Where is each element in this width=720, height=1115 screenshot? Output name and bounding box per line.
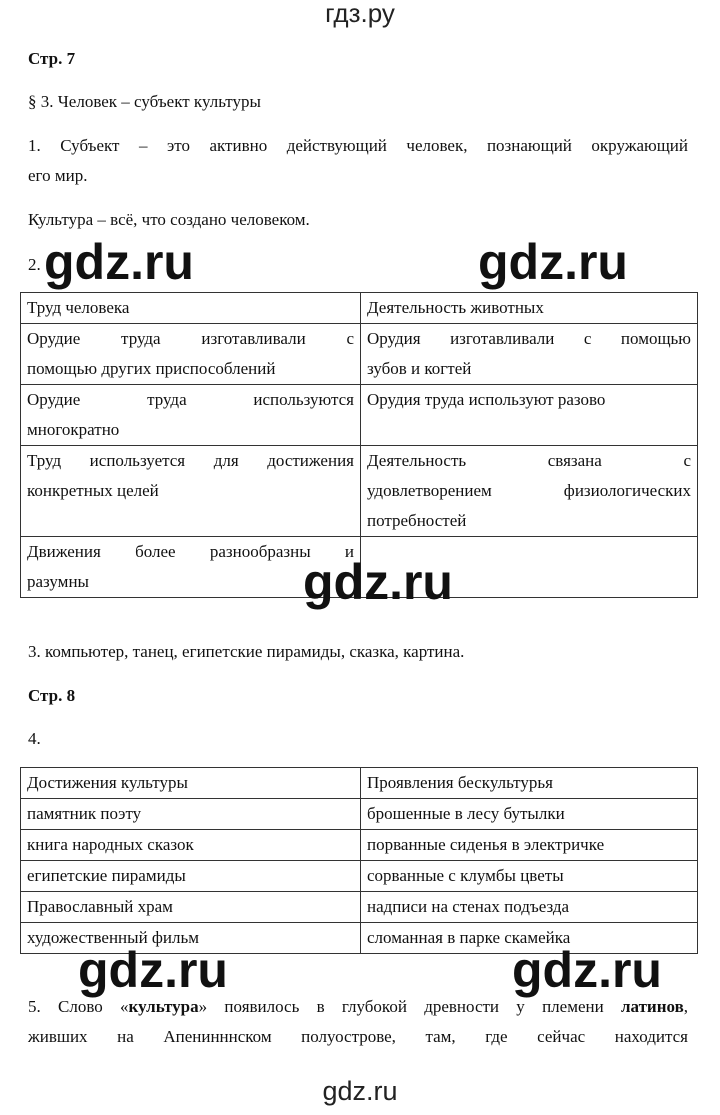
q2-number: 2. xyxy=(28,255,41,274)
culture-definition: Культура – всё, что создано человеком. xyxy=(28,210,310,229)
q5-line-2: живших на Апенинннском полуострове, там, где сейчас находится xyxy=(28,1027,688,1046)
table-cell: книга народных сказок xyxy=(21,830,361,861)
table-row xyxy=(21,324,698,385)
table-header-row xyxy=(21,768,698,799)
q3-answer: 3. компьютер, танец, египетские пирамиды, сказка, картина. xyxy=(28,642,465,661)
table-header-cell: Проявления бескультурья xyxy=(361,768,698,799)
table-cell: брошенные в лесу бутылки xyxy=(361,799,698,830)
table-cell: художественный фильм xyxy=(21,923,361,954)
table-cell: надписи на стенах подъезда xyxy=(361,892,698,923)
watermark: gdz.ru xyxy=(78,942,228,998)
page-7-heading: Стр. 7 xyxy=(28,49,76,68)
site-header: гдз.ру xyxy=(325,0,395,28)
q1-line-1: 1. Субъект – это активно действующий человек, познающий окружающий xyxy=(28,136,688,155)
table-row xyxy=(21,385,698,446)
watermark: gdz.ru xyxy=(512,942,662,998)
table-row xyxy=(21,446,698,537)
table-cell: Орудие труда используются многократно xyxy=(21,385,361,446)
table-cell: Православный храм xyxy=(21,892,361,923)
table-cell: Орудие труда изготавливали с помощью других приспособлений xyxy=(21,324,361,385)
table-row xyxy=(21,830,698,861)
q5-line-1: 5. Слово «культура» появилось в глубокой древности у племени латинов, xyxy=(28,997,689,1016)
site-footer: gdz.ru xyxy=(322,1076,398,1106)
section-title: § 3. Человек – субъект культуры xyxy=(28,92,261,111)
table-row xyxy=(21,892,698,923)
table-header-cell: Труд человека xyxy=(21,293,361,324)
table-header-cell: Деятельность животных xyxy=(361,293,698,324)
watermark: gdz.ru xyxy=(44,234,194,290)
q1-line-2: его мир. xyxy=(28,166,88,185)
table-cell: порванные сиденья в электричке xyxy=(361,830,698,861)
culture-table xyxy=(20,767,698,954)
page-8-heading: Стр. 8 xyxy=(28,686,76,705)
table-header-row xyxy=(21,293,698,324)
table-cell: сорванные с клумбы цветы xyxy=(361,861,698,892)
q4-number: 4. xyxy=(28,729,41,748)
table-cell: Движения более разнообразны и разумны xyxy=(21,537,361,598)
table-header-cell: Достижения культуры xyxy=(21,768,361,799)
watermark: gdz.ru xyxy=(478,234,628,290)
table-row xyxy=(21,861,698,892)
table-row xyxy=(21,799,698,830)
labor-comparison-table xyxy=(20,292,698,598)
watermark: gdz.ru xyxy=(303,554,453,610)
table-cell: Орудия труда используют разово xyxy=(361,385,698,446)
table-cell: памятник поэту xyxy=(21,799,361,830)
table-cell: Деятельность связана с удовлетворением физиологических потребностей xyxy=(361,446,698,537)
table-cell: сломанная в парке скамейка xyxy=(361,923,698,954)
table-cell: египетские пирамиды xyxy=(21,861,361,892)
table-cell: Труд используется для достижения конкретных целей xyxy=(21,446,361,537)
table-cell: Орудия изготавливали с помощью зубов и когтей xyxy=(361,324,698,385)
